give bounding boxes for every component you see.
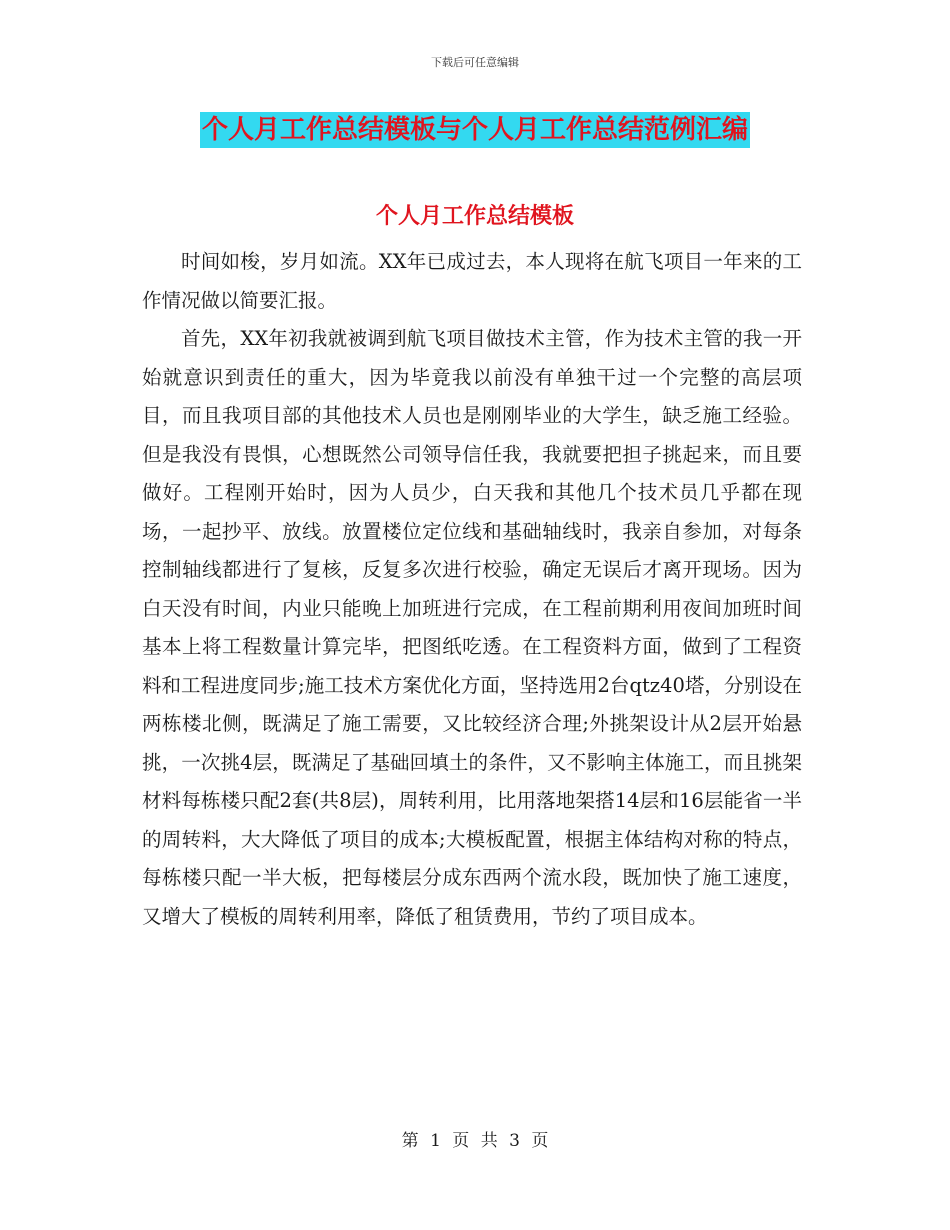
- page-header-note: 下载后可任意编辑: [431, 56, 519, 69]
- main-title-container: [0, 112, 950, 148]
- body-paragraph-2: 首先，XX年初我就被调到航飞项目做技术主管，作为技术主管的我一开始就意识到责任的重大，因为毕竟我以前没有单独干过一个完整的高层项目，而且我项目部的其他技术人员也是刚刚毕业的大学生，缺乏施工经验。但是我没有畏惧，心想既然公司领导信任我，我就要把担子挑起来，而且要做好。工程刚开始时，因为人员少，白天我和其他几个技术员几乎都在现场，一起抄平、放线。放置楼位定位线和基础轴线时，我亲自参加，对每条控制轴线都进行了复核，反复多次进行校验，确定无误后才离开现场。因为白天没有时间，内业只能晚上加班进行完成，在工程前期利用夜间加班时间基本上将工程数量计算完毕，把图纸吃透。在工程资料方面，做到了工程资料和工程进度同步;施工技术方案优化方面，坚持选用2台qtz40塔，分别设在两栋楼北侧，既满足了施工需要，又比较经济合理;外挑架设计从2层开始悬挑，一次挑4层，既满足了基础回填土的条件，又不影响主体施工，而且挑架材料每栋楼只配2套(共8层)，周转利用，比用落地架搭14层和16层能省一半的周转料，大大降低了项目的成本;大模板配置，根据主体结构对称的特点，每栋楼只配一半大板，把每楼层分成东西两个流水段，既加快了施工速度，又增大了模板的周转利用率，降低了租赁费用，节约了项目成本。: [142, 327, 802, 928]
- document-body: [142, 243, 802, 936]
- document-main-title: 个人月工作总结模板与个人月工作总结范例汇编: [200, 112, 750, 148]
- section-title: 个人月工作总结模板: [375, 204, 574, 229]
- body-paragraph-1: 时间如梭，岁月如流。XX年已成过去，本人现将在航飞项目一年来的工作情况做以简要汇报。: [142, 250, 802, 312]
- page-footer: 第 1 页 共 3 页: [401, 1131, 549, 1151]
